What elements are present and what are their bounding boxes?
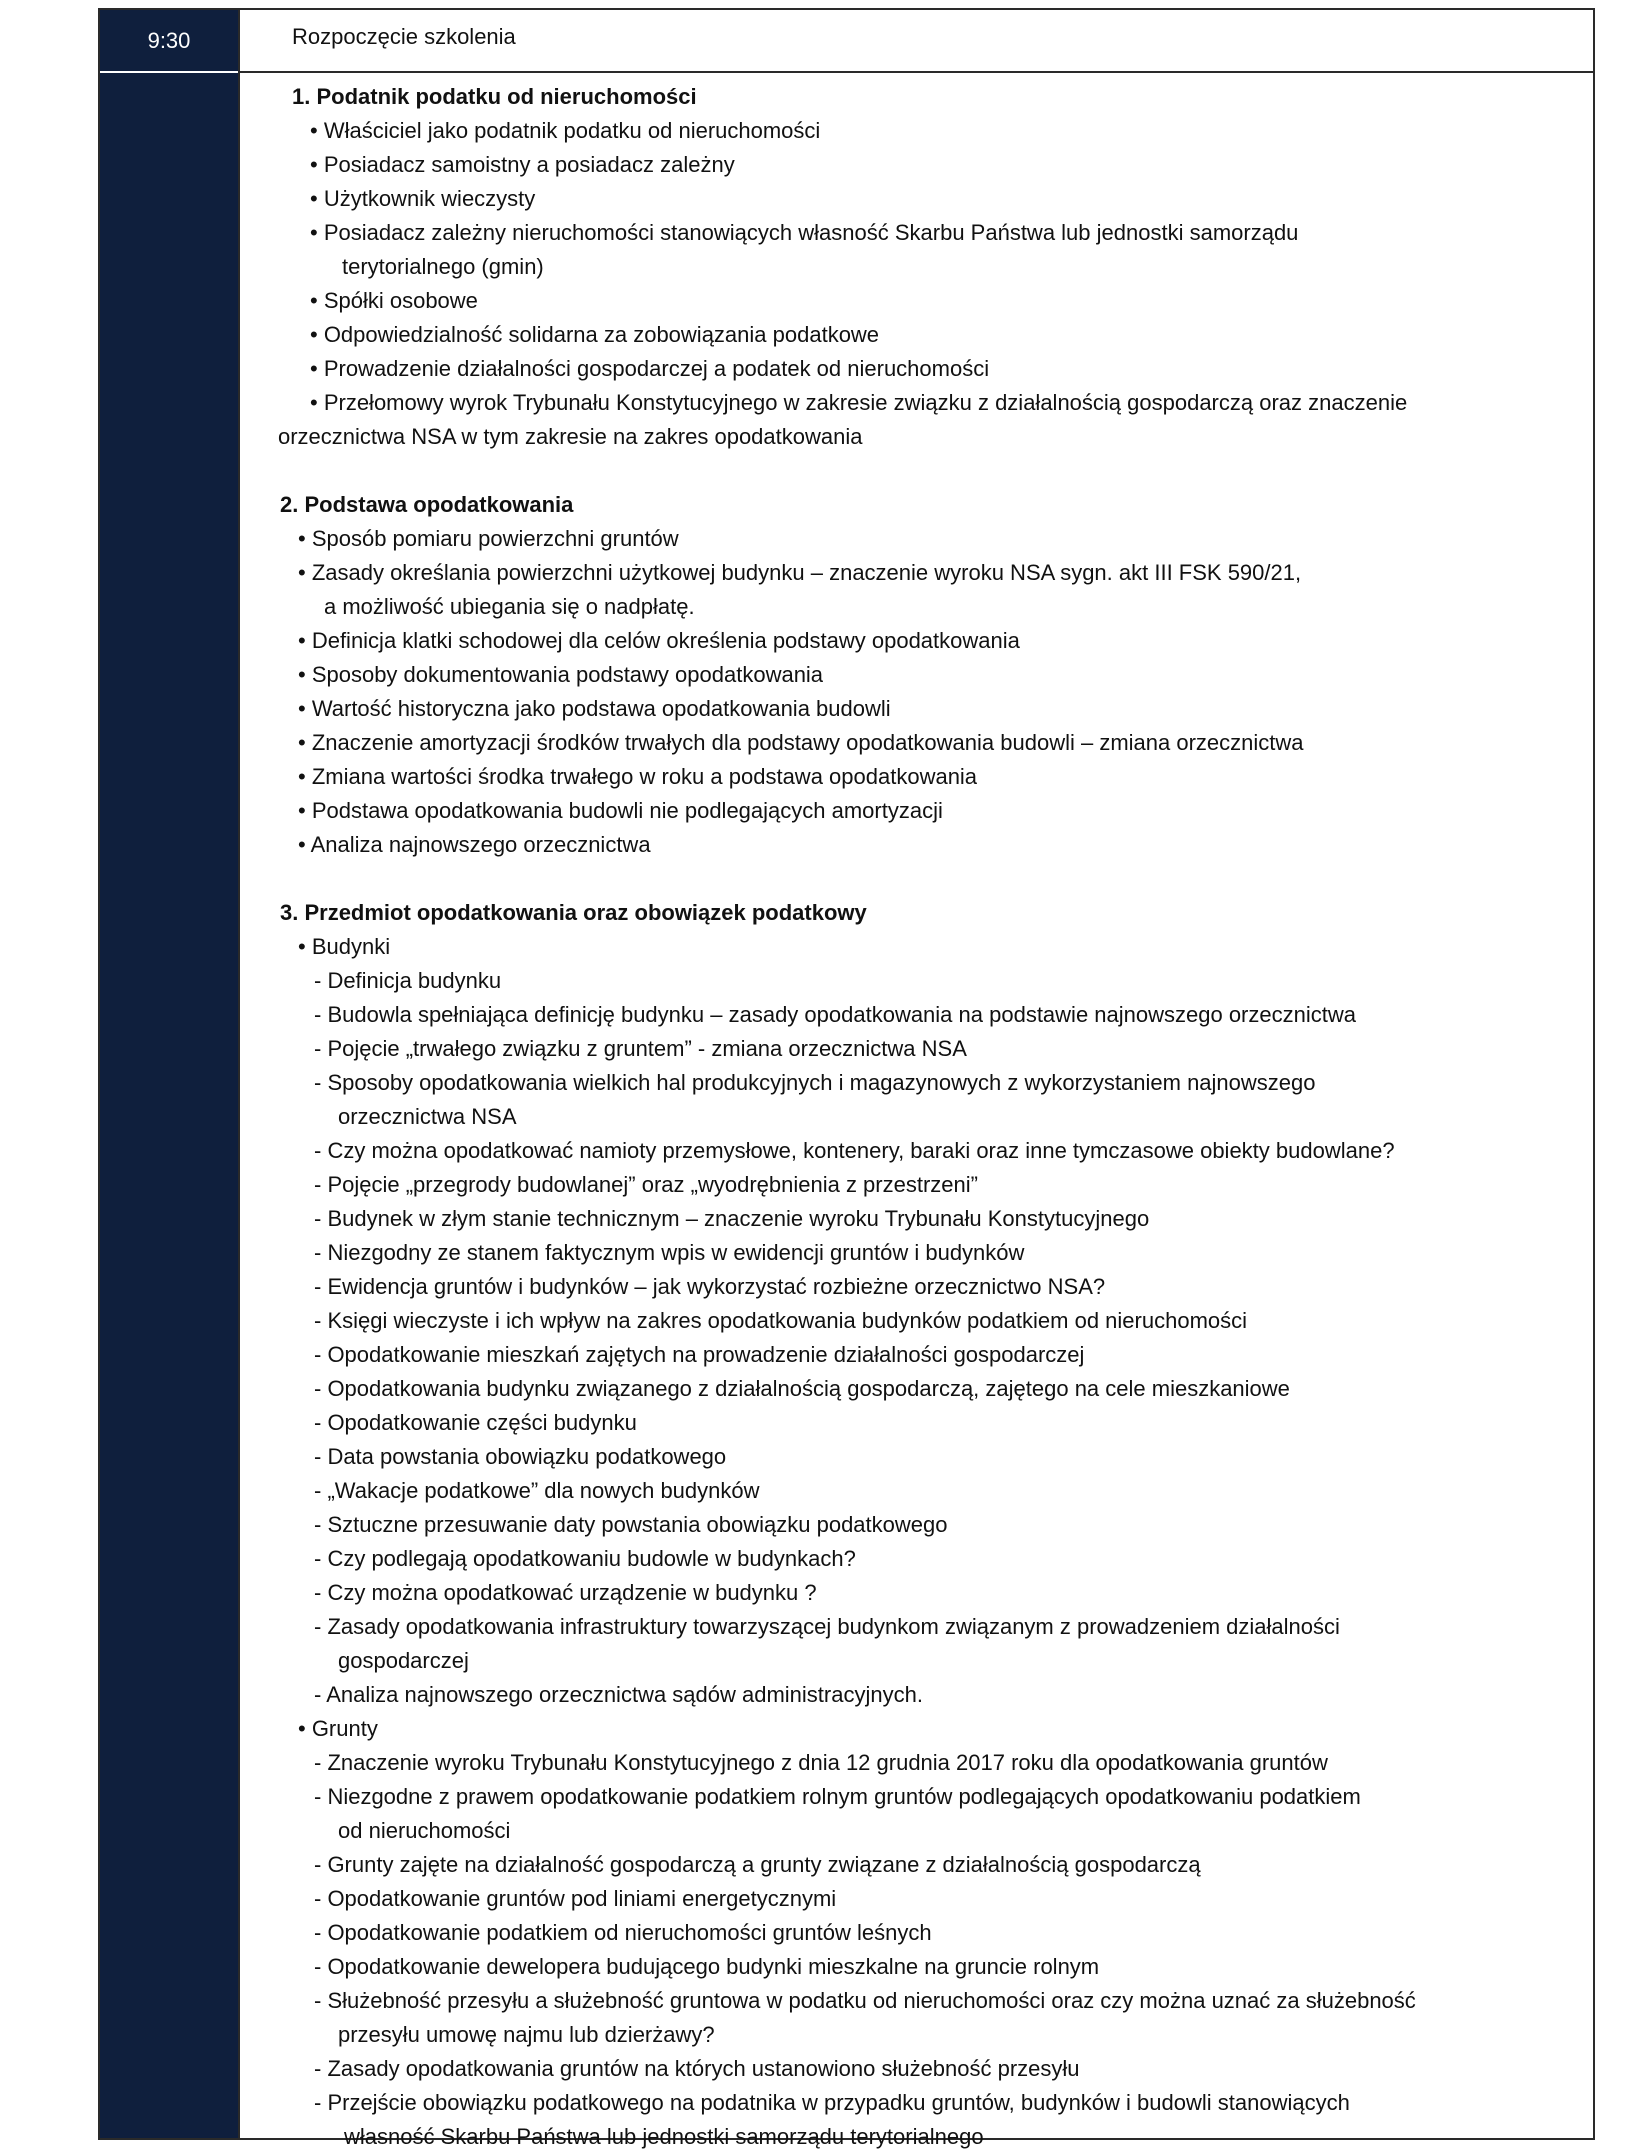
list-item: • Sposoby dokumentowania podstawy opodatkowania xyxy=(298,662,824,687)
sub-item: - Analiza najnowszego orzecznictwa sądów administracyjnych. xyxy=(314,1682,923,1707)
list-item-continuation: a możliwość ubiegania się o nadpłatę. xyxy=(324,594,695,619)
sub-item: - Niezgodne z prawem opodatkowanie podatkiem rolnym gruntów podlegających opodatkowaniu podatkiem xyxy=(314,1784,1361,1809)
section-1 xyxy=(268,80,1588,454)
list-item: • Odpowiedzialność solidarna za zobowiązania podatkowe xyxy=(310,322,880,347)
list-item: • Podstawa opodatkowania budowli nie podlegających amortyzacji xyxy=(298,798,943,823)
sub-item: - Zasady opodatkowania gruntów na których ustanowiono służebność przesyłu xyxy=(314,2056,1080,2081)
sub-item: - Przejście obowiązku podatkowego na podatnika w przypadku gruntów, budynków i budowli stanowiących xyxy=(314,2090,1350,2115)
list-item: • Znaczenie amortyzacji środków trwałych dla podstawy opodatkowania budowli – zmiana orzecznictwa xyxy=(298,730,1304,755)
sub-item: - Czy podlegają opodatkowaniu budowle w budynkach? xyxy=(314,1546,856,1571)
opening-title: Rozpoczęcie szkolenia xyxy=(292,24,516,49)
section-title: 1. Podatnik podatku od nieruchomości xyxy=(292,84,697,109)
list-item: • Zmiana wartości środka trwałego w roku a podstawa opodatkowania xyxy=(298,764,978,789)
section-2 xyxy=(268,488,1588,862)
sub-item: - Pojęcie „przegrody budowlanej” oraz „wyodrębnienia z przestrzeni” xyxy=(314,1172,978,1197)
list-item: • Zasady określania powierzchni użytkowej budynku – znaczenie wyroku NSA sygn. akt III FSK 590/21, xyxy=(298,560,1302,585)
sub-item: - Opodatkowanie gruntów pod liniami energetycznymi xyxy=(314,1886,837,1911)
sub-item: - Niezgodny ze stanem faktycznym wpis w ewidencji gruntów i budynków xyxy=(314,1240,1025,1265)
sub-item: - Opodatkowanie części budynku xyxy=(314,1410,637,1435)
sub-item: - Sposoby opodatkowania wielkich hal produkcyjnych i magazynowych z wykorzystaniem najnowszego xyxy=(314,1070,1316,1095)
section-3 xyxy=(268,896,1588,2154)
time-column xyxy=(100,10,240,2138)
sub-item: - Budynek w złym stanie technicznym – znaczenie wyroku Trybunału Konstytucyjnego xyxy=(314,1206,1150,1231)
sub-item: - Służebność przesyłu a służebność gruntowa w podatku od nieruchomości oraz czy można uznać za służebność xyxy=(314,1988,1416,2013)
sub-item-continuation: przesyłu umowę najmu lub dzierżawy? xyxy=(338,2022,715,2047)
sub-item: - Czy można opodatkować urządzenie w budynku ? xyxy=(314,1580,817,1605)
sub-item: - Znaczenie wyroku Trybunału Konstytucyjnego z dnia 12 grudnia 2017 roku dla opodatkowania gruntów xyxy=(314,1750,1328,1775)
sub-item: - Księgi wieczyste i ich wpływ na zakres opodatkowania budynków podatkiem od nieruchomości xyxy=(314,1308,1248,1333)
list-item: • Właściciel jako podatnik podatku od nieruchomości xyxy=(310,118,821,143)
time-cell: 9:30 xyxy=(100,10,238,73)
sub-item: - „Wakacje podatkowe” dla nowych budynków xyxy=(314,1478,760,1503)
list-item: • Prowadzenie działalności gospodarczej a podatek od nieruchomości xyxy=(310,356,990,381)
list-item-continuation: terytorialnego (gmin) xyxy=(342,254,544,279)
sub-item-continuation: gospodarczej xyxy=(338,1648,469,1673)
list-item: • Budynki xyxy=(298,934,391,959)
list-item: • Spółki osobowe xyxy=(310,288,478,313)
sub-item: - Opodatkowania budynku związanego z działalnością gospodarczą, zajętego na cele mieszkaniowe xyxy=(314,1376,1290,1401)
sub-item: - Sztuczne przesuwanie daty powstania obowiązku podatkowego xyxy=(314,1512,948,1537)
section-title: 3. Przedmiot opodatkowania oraz obowiązek podatkowy xyxy=(280,900,867,925)
list-item-continuation: orzecznictwa NSA w tym zakresie na zakres opodatkowania xyxy=(278,424,863,449)
sub-item: - Data powstania obowiązku podatkowego xyxy=(314,1444,727,1469)
list-item: • Posiadacz samoistny a posiadacz zależny xyxy=(310,152,735,177)
sub-item: - Opodatkowanie mieszkań zajętych na prowadzenie działalności gospodarczej xyxy=(314,1342,1085,1367)
schedule-table xyxy=(98,8,1595,2149)
list-item: • Definicja klatki schodowej dla celów określenia podstawy opodatkowania xyxy=(298,628,1020,653)
section-title: 2. Podstawa opodatkowania xyxy=(280,492,574,517)
list-item: • Użytkownik wieczysty xyxy=(310,186,536,211)
sub-item: - Budowla spełniająca definicję budynku – zasady opodatkowania na podstawie najnowszego orzecznictwa xyxy=(314,1002,1356,1027)
sub-item: - Zasady opodatkowania infrastruktury towarzyszącej budynkom związanym z prowadzeniem działalności xyxy=(314,1614,1340,1639)
sub-item: - Czy można opodatkować namioty przemysłowe, kontenery, baraki oraz inne tymczasowe obiekty budowlane? xyxy=(314,1138,1395,1163)
sub-item: - Grunty zajęte na działalność gospodarczą a grunty związane z działalnością gospodarczą xyxy=(314,1852,1201,1877)
sub-item-continuation: własność Skarbu Państwa lub jednostki samorządu terytorialnego xyxy=(344,2124,984,2149)
list-item: • Posiadacz zależny nieruchomości stanowiących własność Skarbu Państwa lub jednostki samorządu xyxy=(310,220,1299,245)
list-item: • Wartość historyczna jako podstawa opodatkowania budowli xyxy=(298,696,891,721)
list-item: • Grunty xyxy=(298,1716,378,1741)
sub-item: - Ewidencja gruntów i budynków – jak wykorzystać rozbieżne orzecznictwo NSA? xyxy=(314,1274,1106,1299)
sub-item-continuation: od nieruchomości xyxy=(338,1818,511,1843)
sub-item: - Pojęcie „trwałego związku z gruntem” - zmiana orzecznictwa NSA xyxy=(314,1036,967,1061)
row-divider xyxy=(240,71,1593,73)
list-item: • Analiza najnowszego orzecznictwa xyxy=(298,832,651,857)
sub-item: - Definicja budynku xyxy=(314,968,502,993)
agenda-content xyxy=(268,80,1588,2154)
list-item: • Sposób pomiaru powierzchni gruntów xyxy=(298,526,679,551)
sub-item-continuation: orzecznictwa NSA xyxy=(338,1104,517,1129)
list-item: • Przełomowy wyrok Trybunału Konstytucyjnego w zakresie związku z działalnością gospodarczą oraz znaczenie xyxy=(310,390,1408,415)
sub-item: - Opodatkowanie dewelopera budującego budynki mieszkalne na gruncie rolnym xyxy=(314,1954,1100,1979)
sub-item: - Opodatkowanie podatkiem od nieruchomości gruntów leśnych xyxy=(314,1920,932,1945)
